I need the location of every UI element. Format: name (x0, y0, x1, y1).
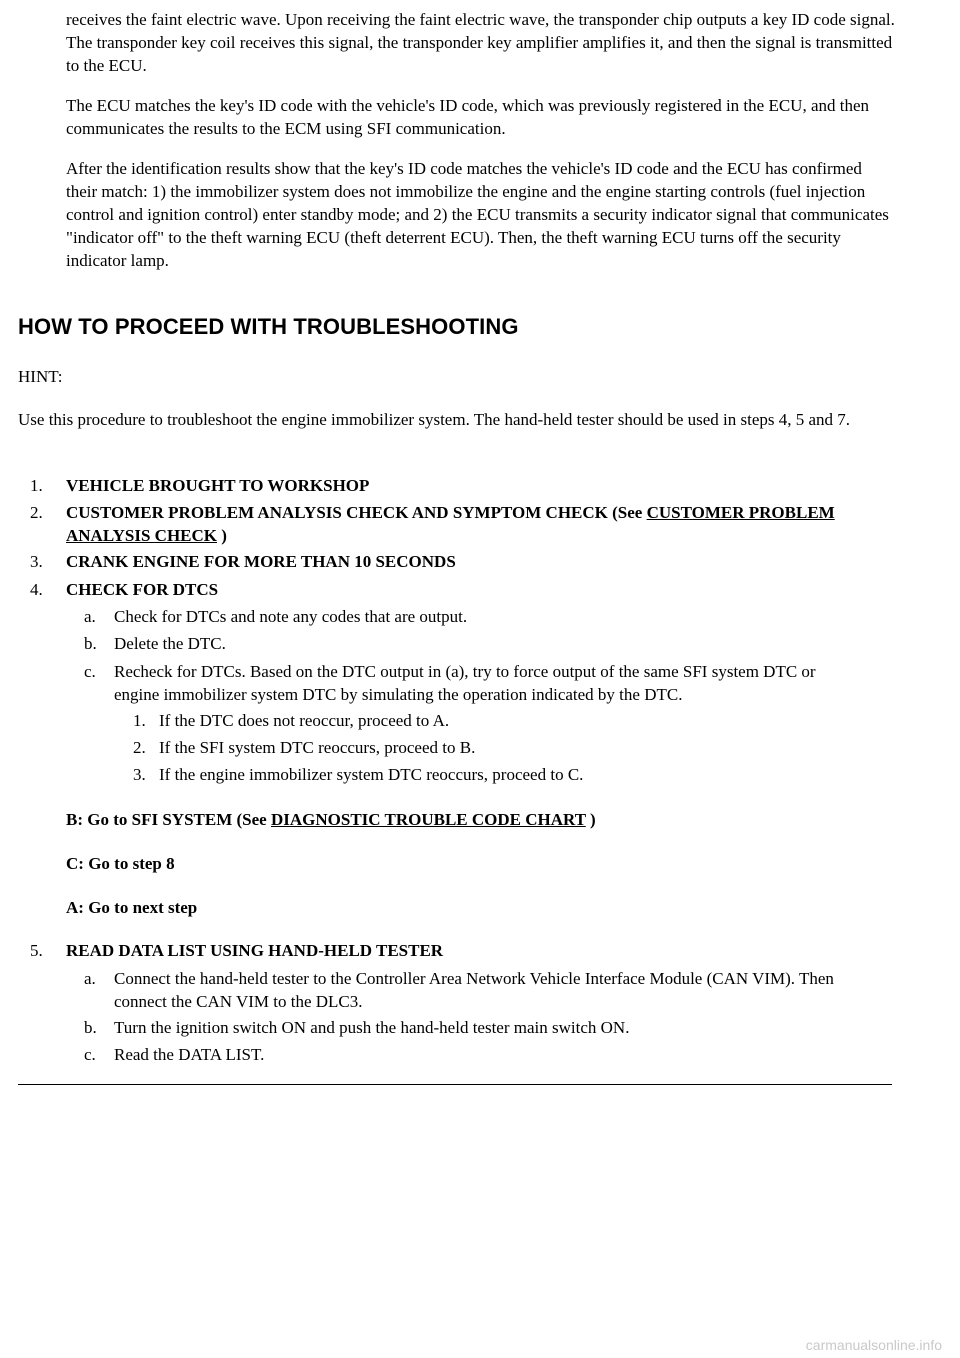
sub-number: a. (84, 969, 96, 988)
hint-label: HINT: (18, 367, 63, 386)
horizontal-rule (18, 1084, 892, 1085)
step-title-after: ) (217, 526, 227, 545)
step-number: 4. (30, 580, 43, 599)
customer-problem-analysis-link[interactable]: CUSTOMER PROBLEM ANALYSIS CHECK (66, 503, 835, 545)
step-number: 2. (30, 503, 43, 522)
subsub-number: 2. (133, 738, 146, 757)
step-title: CRANK ENGINE FOR MORE THAN 10 SECONDS (66, 552, 456, 571)
result-c: C: Go to step 8 (66, 854, 175, 873)
subsub-number: 1. (133, 711, 146, 730)
sub-number: c. (84, 1045, 96, 1064)
intro-paragraph-3: After the identification results show that the key's ID code matches the vehicle's ID code and the ECU has confirmed their match: 1) the immobilizer system does not immobilize the engine and the engine starting controls (fuel injection control and ignition control) enter standby mode; and 2) the ECU transmits a security indicator signal that communicates "indicator off" to the theft warning ECU (theft deterrent ECU). Then, the theft warning ECU turns off the security indicator lamp. (66, 159, 889, 270)
diagnostic-trouble-code-chart-link[interactable]: DIAGNOSTIC TROUBLE CODE CHART (270, 810, 586, 829)
sub-text: Read the DATA LIST. (114, 1045, 265, 1064)
step-title-text: CUSTOMER PROBLEM ANALYSIS CHECK AND SYMPTOM CHECK (See (66, 503, 647, 522)
sub-number: b. (84, 634, 97, 653)
sub-number: a. (84, 607, 96, 626)
hint-text: Use this procedure to troubleshoot the engine immobilizer system. The hand-held tester should be used in steps 4, 5 and 7. (18, 410, 851, 429)
result-a: A: Go to next step (66, 898, 198, 917)
watermark: carmanualsonline.info (805, 1337, 942, 1353)
result-b-after: ) (585, 810, 596, 829)
sub-text: Check for DTCs and note any codes that are output. (114, 607, 468, 626)
step-number: 3. (30, 552, 43, 571)
step-number: 5. (30, 941, 43, 960)
step-title (66, 501, 846, 547)
result-b (66, 808, 596, 831)
step-title: CHECK FOR DTCS (66, 580, 219, 599)
sub-number: b. (84, 1018, 97, 1037)
subsub-text: If the DTC does not reoccur, proceed to A. (159, 711, 450, 730)
sub-text: Delete the DTC. (114, 634, 226, 653)
intro-paragraph-1: receives the faint electric wave. Upon receiving the faint electric wave, the transponder chip outputs a key ID code signal. The transponder key coil receives this signal, the transponder key amplifier amplifies it, and then the signal is transmitted to the ECU. (66, 10, 895, 75)
sub-number: c. (84, 662, 96, 681)
sub-text: Recheck for DTCs. Based on the DTC output in (a), try to force output of the same SFI system DTC or engine immobilizer system DTC by simulating the operation indicated by the DTC. (114, 662, 816, 704)
step-number: 1. (30, 476, 43, 495)
subsub-text: If the SFI system DTC reoccurs, proceed to B. (159, 738, 476, 757)
sub-text: Connect the hand-held tester to the Controller Area Network Vehicle Interface Module (CAN VIM). Then connect the CAN VIM to the DLC3. (114, 969, 834, 1011)
subsub-text: If the engine immobilizer system DTC reoccurs, proceed to C. (159, 765, 584, 784)
subsub-number: 3. (133, 765, 146, 784)
result-b-text: B: Go to SFI SYSTEM (See (66, 810, 271, 829)
sub-text: Turn the ignition switch ON and push the hand-held tester main switch ON. (114, 1018, 630, 1037)
step-title: READ DATA LIST USING HAND-HELD TESTER (66, 941, 444, 960)
step-title: VEHICLE BROUGHT TO WORKSHOP (66, 476, 370, 495)
intro-paragraph-2: The ECU matches the key's ID code with the vehicle's ID code, which was previously registered in the ECU, and then communicates the results to the ECM using SFI communication. (66, 96, 870, 138)
section-heading: HOW TO PROCEED WITH TROUBLESHOOTING (18, 314, 519, 339)
